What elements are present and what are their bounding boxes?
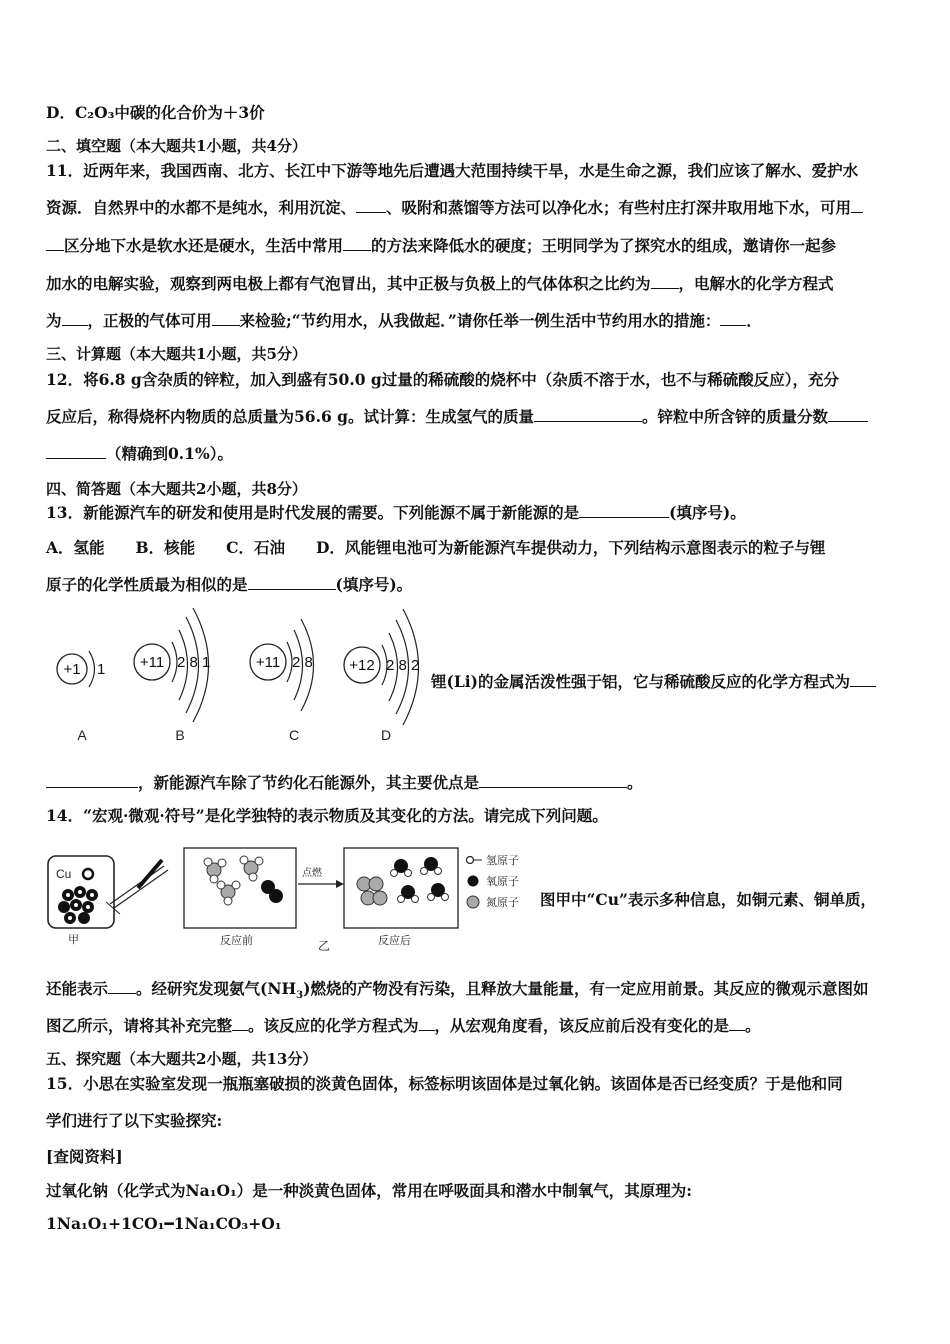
q11-text: ． [746,311,762,330]
atom-c [250,619,314,743]
subscript: 3 [296,990,304,1002]
q14-text: 图乙所示，请将其补充完整 [46,1016,233,1035]
section2-header: 二、填空题（本大题共1小题，共4分） [46,137,307,155]
answer-blank[interactable] [851,197,863,213]
answer-blank[interactable] [534,406,642,422]
q15-line1: 15．小思在实验室发现一瓶瓶塞破损的淡黄色固体，标签标明该固体是过氧化钠。该固体是否已经变质？于是他和同 [46,1074,843,1093]
answer-blank[interactable] [46,443,106,459]
label-yi: 乙 [318,939,331,952]
q12-line2 [46,406,906,428]
answer-blank[interactable] [729,1015,745,1031]
atom-b [134,608,210,743]
q11-text: ，正极的气体可用 [87,311,212,330]
atom-c-label: C [288,727,300,743]
atom-a-nucleus: +1 [63,661,81,678]
q13-text: ，新能源汽车除了节约化石能源外，其主要优点是 [138,773,480,792]
q13-text: 。 [627,773,643,792]
q11-text: 的方法来降低水的硬度；王明同学为了探究水的组成，邀请你一起参 [371,236,837,255]
answer-blank[interactable] [248,574,336,590]
q13-text: 锂(Li)的金属活泼性强于铝，它与稀硫酸反应的化学方程式为 [431,672,850,691]
q11-text: ，电解水的化学方程式 [678,274,834,293]
answer-blank[interactable] [232,1015,248,1031]
answer-blank[interactable] [343,235,371,251]
atom-structure-diagrams [46,605,430,750]
answer-blank[interactable] [720,310,746,326]
answer-blank[interactable] [850,671,876,687]
atom-d-label: D [380,727,392,743]
q15-line5: 1Na₁O₁+1CO₁━1Na₁CO₃+O₁ [46,1214,282,1233]
q14-text: 还能表示 [46,979,109,998]
atom-d-shells: 2 8 2 [386,657,420,674]
oxygen-atom-icon [468,876,479,887]
atom-c-nucleus: +11 [255,654,281,671]
section4-header: 四、简答题（本大题共2小题，共8分） [46,480,307,498]
q13-text: 原子的化学性质最为相似的是 [46,575,248,594]
q14-text: 。 [745,1016,761,1035]
q11-text: 资源．自然界中的水都不是纯水，利用沉淀、 [46,198,357,217]
q14-line2 [46,978,906,1000]
atom-b-shells: 2 8 1 [177,654,211,671]
atom-d-nucleus: +12 [349,657,375,674]
label-after: 反应后 [378,934,411,947]
q10-option-d: D．C₂O₃中碳的化合价为＋3价 [46,103,265,122]
q11-text: 来检验;“节约用水，从我做起．”请你任举一例生活中节约用水的措施： [239,311,721,330]
q13-text: (填序号)。 [669,503,746,522]
section5-header: 五、探究题（本大题共2小题，共13分） [46,1050,318,1068]
q14-text: 。经研究发现氨气(NH [136,979,297,998]
answer-blank[interactable] [46,772,138,788]
atom-c-shells: 2 8 [292,654,313,671]
atom-b-label: B [175,727,185,743]
wire-icon [138,860,162,888]
section3-header: 三、计算题（本大题共1小题，共5分） [46,345,307,363]
q12-text: 反应后，称得烧杯内物质的总质量为56.6 g。试计算：生成氢气的质量 [46,407,534,426]
q13-line3 [46,574,906,596]
answer-blank[interactable] [479,772,627,788]
label-before: 反应前 [220,934,253,947]
q13-text: 13．新能源汽车的研发和使用是时代发展的需要。下列能源不属于新能源的是 [46,503,580,522]
legend-nitrogen: 氮原子 [486,896,519,909]
q15-line3: [查阅资料] [46,1147,123,1166]
q15-line2: 学们进行了以下实验探究: [46,1111,223,1130]
q13-line1 [46,502,906,524]
label-jia: 甲 [68,933,79,946]
figure-jia [48,856,168,946]
cu-symbol: Cu [56,867,72,881]
answer-blank[interactable] [356,197,386,213]
answer-blank[interactable] [108,978,136,994]
q13-text: (填序号)。 [335,575,413,594]
q13-line4 [46,772,906,794]
q14-side-text: 图甲中“Cu”表示多种信息，如铜元素、铜单质， [540,890,876,909]
q11-line2 [46,197,906,219]
q11-line4 [46,273,906,295]
atom-b-nucleus: +11 [139,654,165,671]
answer-blank[interactable] [62,310,88,326]
q11-line3 [46,235,906,257]
product-molecules [357,857,449,905]
hydrogen-atom-icon [467,857,474,864]
single-atom-icon [83,869,93,879]
answer-blank[interactable] [828,406,868,422]
q12-text: （精确到0.1%）。 [106,444,233,463]
q11-text: 为 [46,311,62,330]
q11-line5 [46,310,906,332]
q13-side-text [431,671,906,693]
legend-hydrogen: 氢原子 [486,854,519,867]
nitrogen-atom-icon [467,896,479,908]
q14-line1: 14．“宏观·微观·符号”是化学独特的表示物质及其变化的方法。请完成下列问题。 [46,806,608,825]
q14-line3 [46,1015,906,1037]
q11-text: 、吸附和蒸馏等方法可以净化水；有些村庄打深井取用地下水，可用 [386,198,852,217]
answer-blank[interactable] [419,1015,435,1031]
reactant-molecules [204,856,283,905]
answer-blank[interactable] [651,273,679,289]
legend-oxygen: 氧原子 [486,875,519,888]
reaction-figure [46,840,540,952]
q14-text: 。该反应的化学方程式为 [248,1016,419,1035]
atom-a [57,651,105,743]
q12-line1: 12．将6.8 g含杂质的锌粒，加入到盛有50.0 g过量的稀硫酸的烧杯中（杂质不溶于水，也不与稀硫酸反应），充分 [46,370,840,389]
q13-line2: A．氢能 B．核能 C．石油 D．风能锂电池可为新能源汽车提供动力，下列结构示意图表示的粒子与锂 [46,538,826,557]
atom-d [344,609,419,743]
atom-a-label: A [77,727,87,743]
q11-line1: 11．近两年来，我国西南、北方、长江中下游等地先后遭遇大范围持续干旱，水是生命之源，我们应该了解水、爱护水 [46,161,859,180]
answer-blank[interactable] [46,235,64,251]
q14-text: )燃烧的产物没有污染，且释放大量能量，有一定应用前景。其反应的微观示意图如 [303,979,869,998]
legend [467,853,520,909]
answer-blank[interactable] [579,502,669,518]
figure-yi [184,848,458,952]
q11-text: 区分地下水是软水还是硬水，生活中常用 [64,236,344,255]
atom-a-shells: 1 [97,661,106,678]
q12-line3 [46,443,906,465]
q15-line4: 过氧化钠（化学式为Na₁O₁）是一种淡黄色固体，常用在呼吸面具和潜水中制氧气，其原理为: [46,1181,693,1200]
answer-blank[interactable] [212,310,240,326]
arrow-condition: 点燃 [302,868,322,879]
q11-text: 加水的电解实验，观察到两电极上都有气泡冒出，其中正极与负极上的气体体积之比约为 [46,274,651,293]
q12-text: 。锌粒中所含锌的质量分数 [642,407,829,426]
q14-text: ，从宏观角度看，该反应前后没有变化的是 [434,1016,730,1035]
